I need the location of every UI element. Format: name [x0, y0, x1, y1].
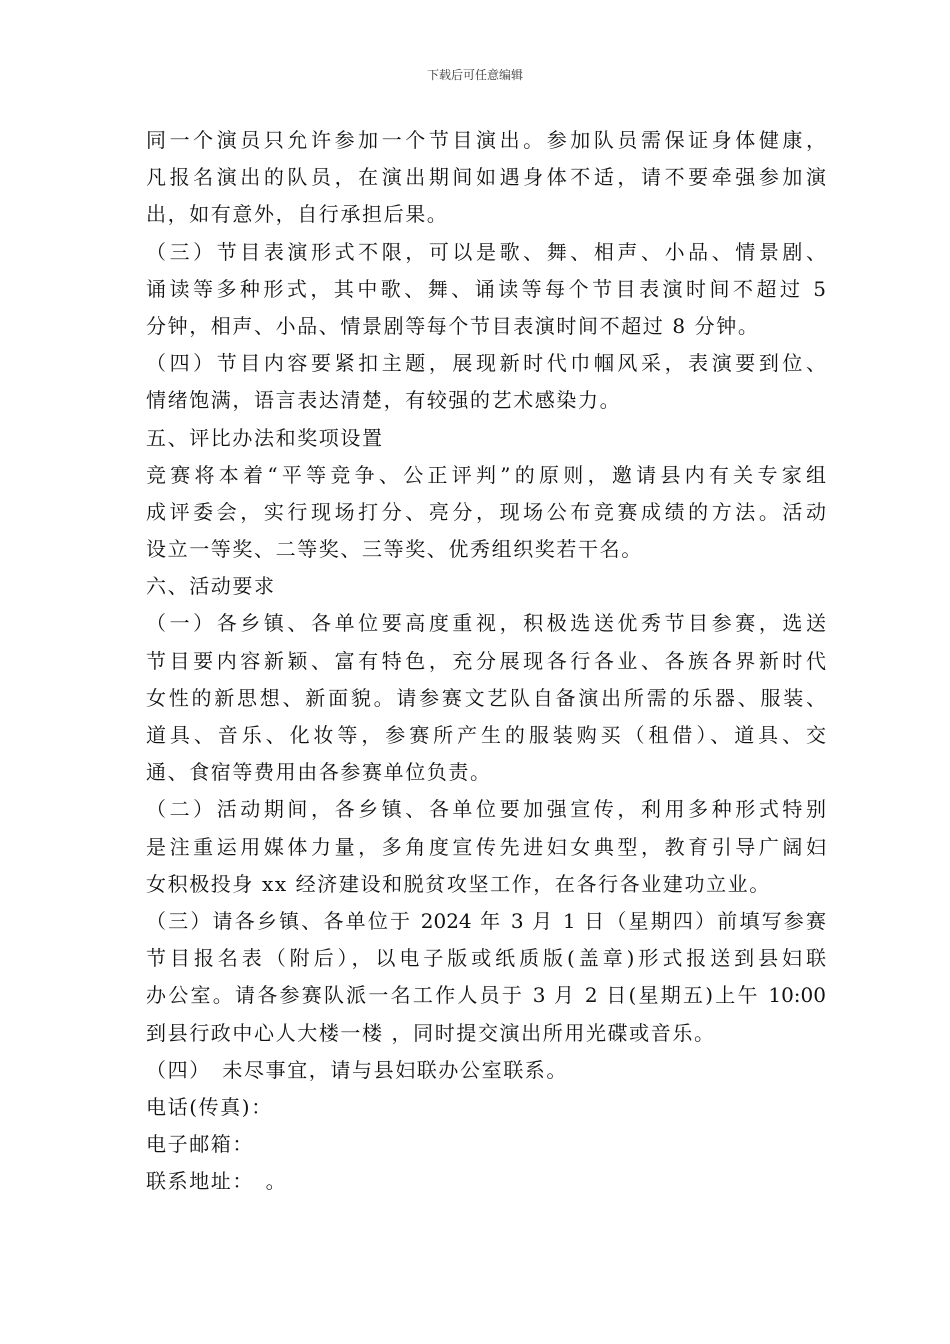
text-line: 节目报名表（附后），以电子版或纸质版(盖章)形式报送到县妇联 — [146, 946, 826, 971]
text-line: 到县行政中心人大楼一楼 ，同时提交演出所用光碟或音乐。 — [146, 1020, 716, 1045]
text-line: 五、评比办法和奖项设置 — [146, 425, 384, 450]
text-line: 办公室。请各参赛队派一名工作人员于 3 月 2 日(星期五)上午 10:00 — [146, 983, 826, 1008]
text-line: 道具、音乐、化妆等，参赛所产生的服装购买（租借）、道具、交 — [146, 723, 826, 747]
text-line: 诵读等多种形式，其中歌、舞、诵读等每个节目表演时间不超过 5 — [146, 276, 826, 301]
text-line: （四） 未尽事宜，请与县妇联办公室联系。 — [146, 1057, 568, 1082]
text-line: 出，如有意外，自行承担后果。 — [146, 202, 449, 227]
text-line: 凡报名演出的队员，在演出期间如遇身体不适，请不要牵强参加演 — [146, 165, 826, 190]
text-line: 女性的新思想、新面貌。请参赛文艺队自备演出所需的乐器、服装、 — [146, 685, 826, 710]
text-line: 电话(传真)： — [146, 1094, 273, 1119]
text-line: 女积极投身 xx 经济建设和脱贫攻坚工作，在各行各业建功立业。 — [146, 871, 771, 896]
text-line: 情绪饱满，语言表达清楚，有较强的艺术感染力。 — [146, 388, 622, 413]
text-line: （四）节目内容要紧扣主题，展现新时代巾帼风采，表演要到位、 — [146, 351, 826, 376]
text-line: （一）各乡镇、各单位要高度重视，积极选送优秀节目参赛，选送 — [146, 611, 826, 636]
text-line: 竞赛将本着“平等竞争、公正评判”的原则，邀请县内有关专家组 — [146, 462, 826, 487]
text-line: （二）活动期间，各乡镇、各单位要加强宣传，利用多种形式特别 — [146, 797, 826, 822]
text-line: 成评委会，实行现场打分、亮分，现场公布竞赛成绩的方法。活动 — [146, 499, 826, 524]
text-line: （三）请各乡镇、各单位于 2024 年 3 月 1 日（星期四）前填写参赛 — [146, 908, 826, 933]
text-line: （三）节目表演形式不限，可以是歌、舞、相声、小品、情景剧、 — [146, 239, 826, 264]
text-line: 节目要内容新颖、富有特色，充分展现各行各业、各族各界新时代 — [146, 648, 826, 673]
document-body — [146, 122, 826, 1200]
text-line: 同一个演员只允许参加一个节目演出。参加队员需保证身体健康， — [146, 128, 826, 152]
text-line: 通、食宿等费用由各参赛单位负责。 — [146, 760, 492, 785]
page-header-note: 下载后可任意编辑 — [426, 68, 523, 82]
text-line: 联系地址： 。 — [146, 1169, 288, 1194]
text-line: 分钟，相声、小品、情景剧等每个节目表演时间不超过 8 分钟。 — [146, 313, 760, 338]
text-line: 设立一等奖、二等奖、三等奖、优秀组织奖若干名。 — [146, 537, 643, 562]
text-line: 六、活动要求 — [146, 574, 276, 599]
text-line: 是注重运用媒体力量，多角度宣传先进妇女典型，教育引导广阔妇 — [146, 834, 826, 859]
text-line: 电子邮箱： — [146, 1132, 254, 1157]
